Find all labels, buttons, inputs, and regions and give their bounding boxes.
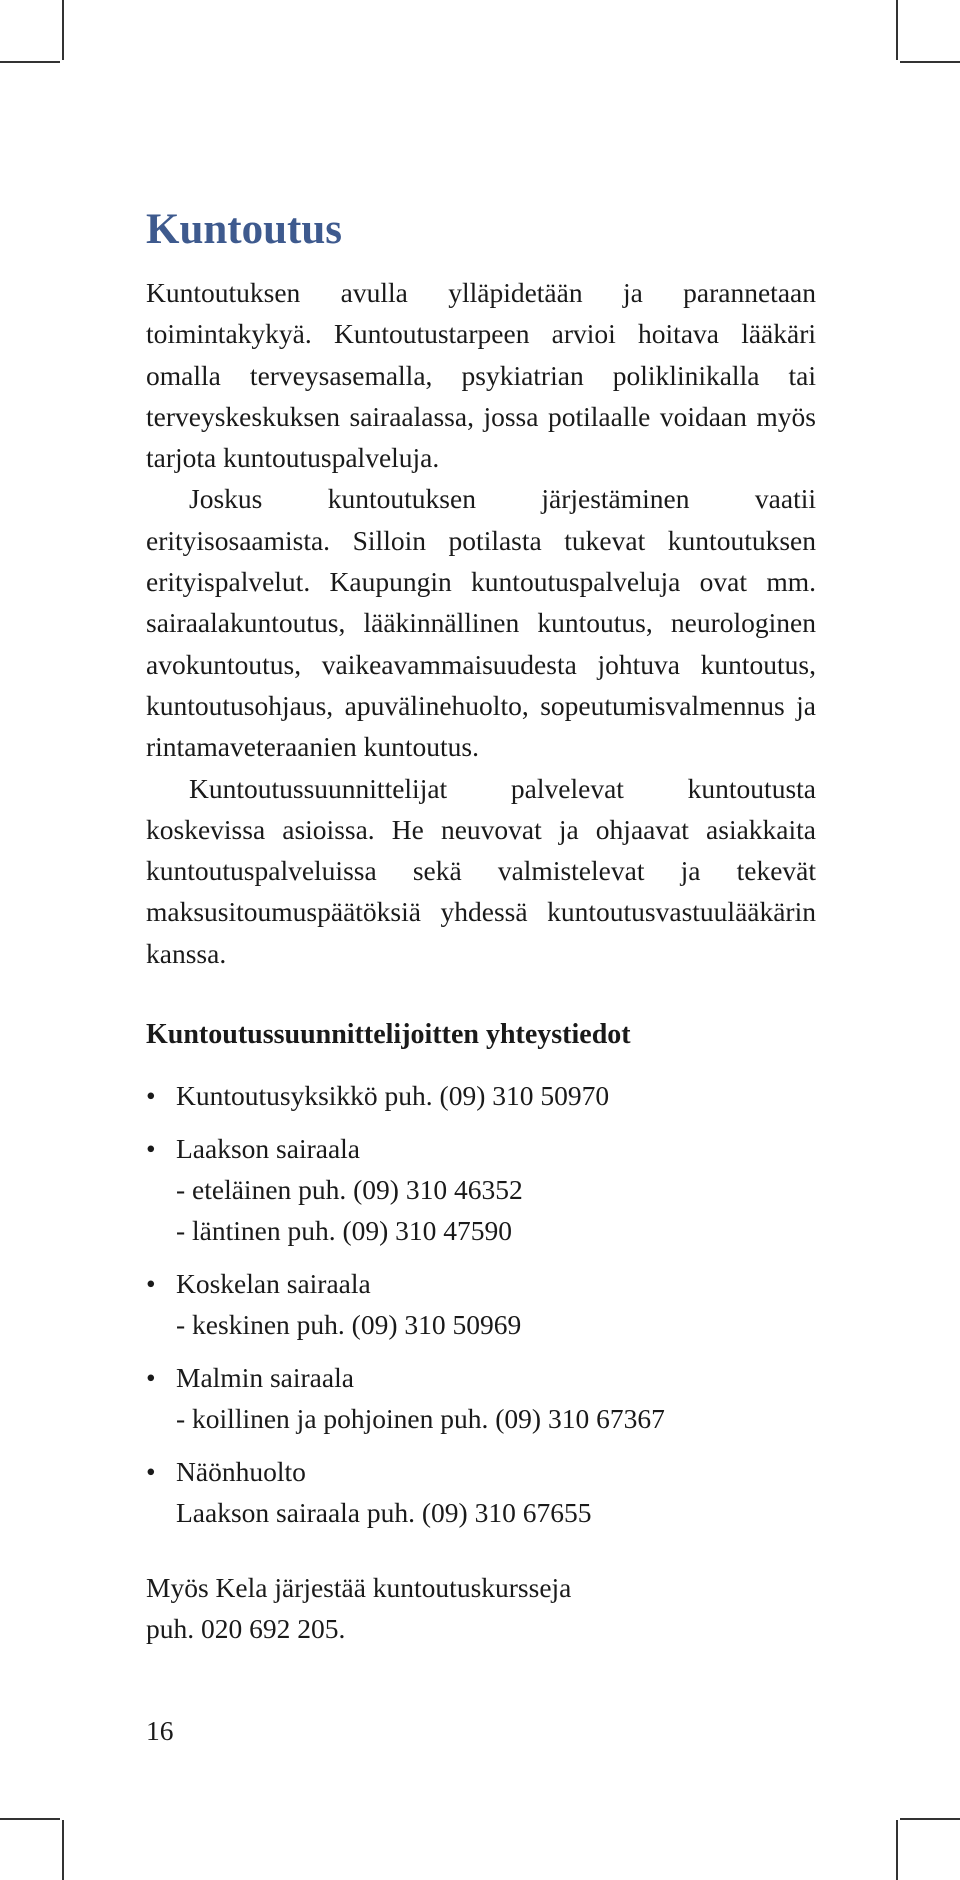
list-item (146, 1128, 816, 1251)
crop-mark-bottom-right-horizontal (900, 1818, 960, 1820)
crop-mark-top-left-vertical (62, 0, 64, 60)
kela-note (146, 1567, 816, 1649)
list-item (146, 1075, 816, 1116)
contact-main: Malmin sairaala (176, 1362, 354, 1394)
crop-mark-bottom-left-vertical (62, 1820, 64, 1880)
list-item (146, 1263, 816, 1345)
contact-main: Koskelan sairaala (176, 1268, 371, 1300)
contact-main: Kuntoutusyksikkö puh. (09) 310 50970 (176, 1080, 610, 1112)
contact-sub: - läntinen puh. (09) 310 47590 (176, 1215, 513, 1247)
paragraph-planners: Kuntoutussuunnittelijat palvelevat kuntoutusta koskevissa asioissa. He neuvovat ja ohjaavat asiakkaita kuntoutuspalveluissa sekä valmistelevat ja tekevät maksusitoumuspäätöksiä yhdessä kuntoutusvastuulääkärin kanssa. (146, 772, 816, 969)
kela-phone-line: puh. 020 692 205. (146, 1613, 346, 1645)
crop-mark-top-right-vertical (896, 0, 898, 60)
contact-sub: - koillinen ja pohjoinen puh. (09) 310 67367 (176, 1403, 665, 1435)
crop-mark-top-right-horizontal (900, 61, 960, 63)
paragraph-intro: Kuntoutuksen avulla ylläpidetään ja parannetaan toimintakykyä. Kuntoutustarpeen arvioi hoitava lääkäri omalla terveysasemalla, psykiatrian poliklinikalla tai terveyskeskuksen sairaalassa, jossa potilaalle voidaan myös tarjota kuntoutuspalveluja. (146, 277, 816, 474)
contact-main: Laakson sairaala (176, 1133, 361, 1165)
list-item (146, 1357, 816, 1439)
paragraph-special-services: Joskus kuntoutuksen järjestäminen vaatii erityisosaamista. Silloin potilasta tukevat kuntoutuksen erityispalvelut. Kaupungin kuntoutuspalveluja ovat mm. sairaalakuntoutus, lääkinnällinen kuntoutus, neurologinen avokuntoutus, vaikeavammaisuudesta johtuva kuntoutus, kuntoutusohjaus, apuvälinehuolto, sopeutumisvalmennus ja rintamaveteraanien kuntoutus. (146, 483, 816, 763)
contact-sub: - keskinen puh. (09) 310 50969 (176, 1309, 522, 1341)
bullet-icon: • (146, 1362, 156, 1394)
bullet-icon: • (146, 1080, 156, 1112)
list-item (146, 1451, 816, 1533)
contact-sub: Laakson sairaala puh. (09) 310 67655 (176, 1497, 592, 1529)
contacts-list (146, 1075, 816, 1533)
bullet-icon: • (146, 1456, 156, 1488)
contacts-heading: Kuntoutussuunnittelijoitten yhteystiedot (146, 1019, 631, 1051)
section-title: Kuntoutus (146, 206, 342, 253)
kela-note-line: Myös Kela järjestää kuntoutuskursseja (146, 1572, 572, 1604)
bullet-icon: • (146, 1268, 156, 1300)
page-content (146, 200, 816, 1649)
crop-mark-bottom-left-horizontal (0, 1818, 60, 1820)
crop-mark-top-left-horizontal (0, 61, 60, 63)
contact-main: Näönhuolto (176, 1456, 306, 1488)
crop-mark-bottom-right-vertical (896, 1820, 898, 1880)
bullet-icon: • (146, 1133, 156, 1165)
contact-sub: - eteläinen puh. (09) 310 46352 (176, 1174, 523, 1206)
page-number: 16 (146, 1715, 174, 1746)
